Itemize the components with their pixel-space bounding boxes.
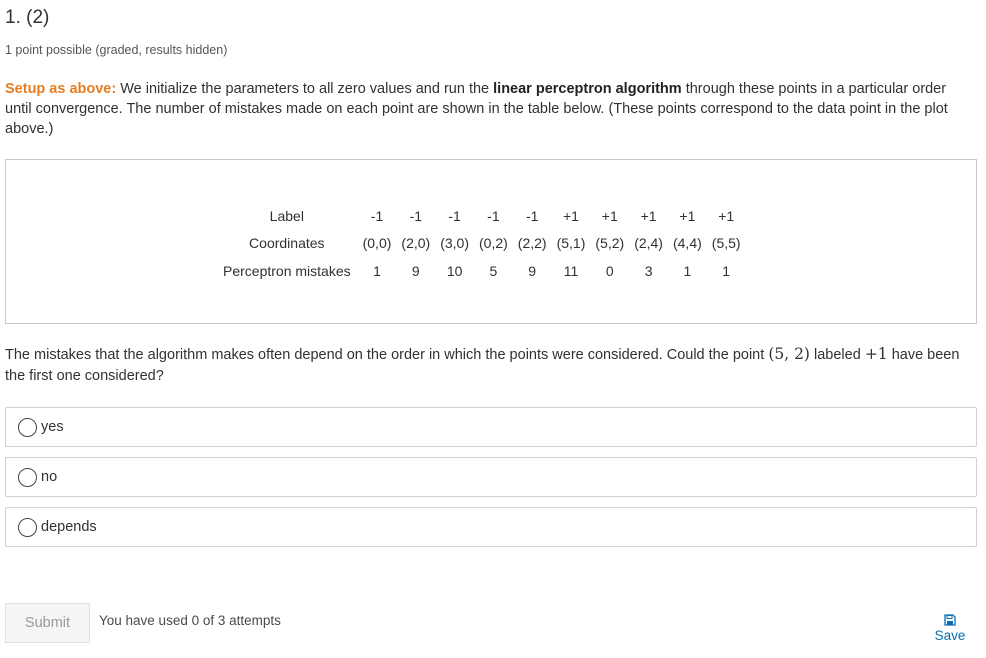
- row-header-coordinates: Coordinates: [249, 235, 325, 252]
- floppy-disk-icon: [944, 614, 956, 626]
- coordinate-cell: (5,5): [711, 235, 741, 252]
- setup-label: Setup as above:: [5, 81, 117, 97]
- label-cell: -1: [448, 207, 461, 224]
- coordinate-cell: (2,0): [401, 235, 431, 252]
- question-prompt: [5, 344, 980, 387]
- label-cell: +1: [601, 207, 618, 224]
- prompt-part3: have been the first one considered?: [5, 347, 960, 384]
- mistakes-table-container: [5, 159, 977, 324]
- choice-label-depends: depends: [41, 519, 97, 535]
- points-possible: 1 point possible (graded, results hidden): [5, 43, 228, 57]
- prompt-part1: The mistakes that the algorithm makes often depend on the order in which the points were considered. Could the point: [5, 347, 769, 363]
- mistakes-table: [218, 202, 746, 285]
- mistake-cell: 5: [489, 262, 498, 279]
- row-header-label: Label: [269, 207, 304, 224]
- math-label: +1: [864, 345, 888, 363]
- label-cell: -1: [525, 207, 539, 224]
- submit-button[interactable]: Submit: [5, 603, 90, 643]
- question-text-part1: We initialize the parameters to all zero values and run the: [116, 81, 494, 97]
- choice-depends[interactable]: [5, 507, 977, 547]
- coordinate-cell: (4,4): [672, 235, 702, 252]
- table-row-mistakes: [218, 257, 746, 285]
- coordinate-cell: (2,4): [634, 235, 663, 252]
- choice-label-no: no: [41, 469, 58, 485]
- question-bold-term: linear perceptron algorithm: [493, 81, 682, 97]
- mistake-cell: 3: [644, 262, 653, 279]
- mistake-cell: 1: [722, 262, 731, 279]
- mistake-cell: 10: [446, 262, 463, 279]
- prompt-part2: labeled: [809, 347, 865, 363]
- mistake-cell: 1: [373, 262, 381, 279]
- choice-no[interactable]: [5, 457, 977, 497]
- label-cell: +1: [679, 207, 696, 224]
- math-point: (5, 2): [768, 345, 810, 363]
- choice-label-yes: yes: [41, 419, 64, 435]
- mistake-cell: 0: [605, 262, 614, 279]
- problem-title: 1. (2): [5, 7, 50, 28]
- question-text-part2: through these points in a particular order until convergence. The number of mistakes made on each point are shown in the table below. (These points correspond to the data point in the plot above.): [5, 81, 948, 137]
- label-cell: +1: [718, 207, 735, 224]
- attempts-text: You have used 0 of 3 attempts: [99, 613, 281, 628]
- mistake-cell: 9: [411, 262, 420, 279]
- table-row-coordinates: [218, 230, 746, 258]
- coordinate-cell: (3,0): [440, 235, 469, 252]
- coordinate-cell: (2,2): [517, 235, 547, 252]
- mistake-cell: 9: [528, 262, 537, 279]
- radio-depends[interactable]: [18, 518, 37, 537]
- mistake-cell: 1: [683, 262, 692, 279]
- coordinate-cell: (0,2): [479, 235, 508, 252]
- radio-yes[interactable]: [18, 418, 37, 437]
- label-cell: +1: [563, 207, 579, 224]
- radio-no[interactable]: [18, 468, 37, 487]
- coordinate-cell: (5,2): [595, 235, 625, 252]
- label-cell: +1: [640, 207, 657, 224]
- save-button[interactable]: [928, 614, 972, 643]
- row-header-mistakes: Perceptron mistakes: [223, 262, 351, 279]
- coordinate-cell: (5,1): [556, 235, 586, 252]
- choice-yes[interactable]: [5, 407, 977, 447]
- mistake-cell: 11: [563, 262, 579, 279]
- table-row-label: [218, 202, 746, 230]
- coordinate-cell: (0,0): [362, 235, 392, 252]
- label-cell: -1: [409, 207, 423, 224]
- label-cell: -1: [487, 207, 500, 224]
- question-text: [5, 79, 975, 139]
- label-cell: -1: [370, 207, 384, 224]
- save-label: Save: [934, 628, 966, 643]
